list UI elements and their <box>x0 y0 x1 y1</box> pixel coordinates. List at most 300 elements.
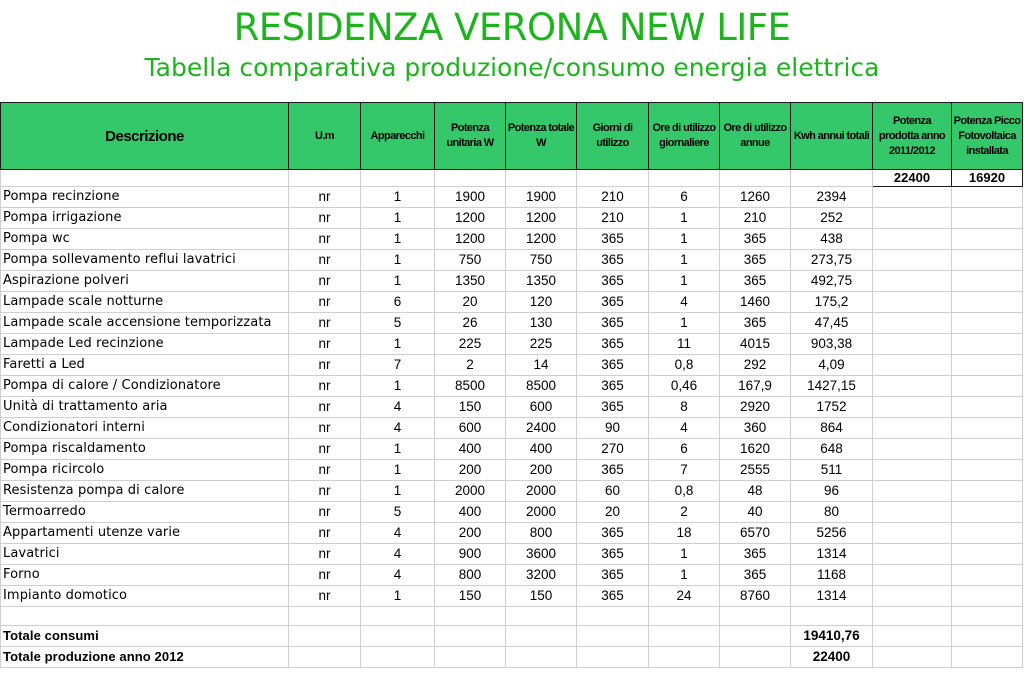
row-unit: nr <box>289 376 361 397</box>
empty-cell <box>952 292 1023 313</box>
empty-cell <box>873 418 952 439</box>
row-kwh: 252 <box>791 208 873 229</box>
row-ore-giornaliere: 4 <box>649 292 720 313</box>
table-row <box>1 334 1023 355</box>
header-row <box>1 103 1023 170</box>
row-description: Lavatrici <box>1 544 289 565</box>
potenza-prodotta-value: 22400 <box>873 170 952 187</box>
row-potenza-unitaria: 225 <box>435 334 506 355</box>
header-giorni: Giorni di utilizzo <box>577 103 649 170</box>
empty-cell <box>289 170 361 187</box>
row-giorni: 210 <box>577 187 649 208</box>
row-apparecchi: 4 <box>361 523 435 544</box>
row-apparecchi: 1 <box>361 439 435 460</box>
row-giorni: 365 <box>577 565 649 586</box>
empty-cell <box>952 439 1023 460</box>
production-values-row <box>1 170 1023 187</box>
empty-cell <box>873 292 952 313</box>
header-potenza-totale: Potenza totale W <box>506 103 577 170</box>
row-potenza-totale: 120 <box>506 292 577 313</box>
total-consumi-value: 19410,76 <box>791 626 873 647</box>
table-row <box>1 523 1023 544</box>
empty-cell <box>952 355 1023 376</box>
row-ore-annue: 2555 <box>720 460 791 481</box>
header-apparecchi: Apparecchi <box>361 103 435 170</box>
empty-cell <box>873 502 952 523</box>
row-ore-giornaliere: 24 <box>649 586 720 607</box>
table-row <box>1 313 1023 334</box>
row-description: Appartamenti utenze varie <box>1 523 289 544</box>
row-potenza-totale: 130 <box>506 313 577 334</box>
row-giorni: 210 <box>577 208 649 229</box>
row-potenza-unitaria: 600 <box>435 418 506 439</box>
empty-cell <box>952 607 1023 626</box>
empty-cell <box>873 523 952 544</box>
empty-cell <box>720 607 791 626</box>
empty-cell <box>435 647 506 668</box>
empty-cell <box>873 586 952 607</box>
empty-cell <box>1 607 289 626</box>
row-kwh: 492,75 <box>791 271 873 292</box>
row-potenza-totale: 800 <box>506 523 577 544</box>
row-kwh: 1314 <box>791 586 873 607</box>
empty-cell <box>952 565 1023 586</box>
row-unit: nr <box>289 271 361 292</box>
empty-cell <box>289 626 361 647</box>
row-description: Impianto domotico <box>1 586 289 607</box>
row-ore-giornaliere: 6 <box>649 187 720 208</box>
empty-cell <box>952 271 1023 292</box>
row-giorni: 365 <box>577 271 649 292</box>
table-row <box>1 208 1023 229</box>
row-kwh: 1752 <box>791 397 873 418</box>
row-potenza-totale: 150 <box>506 586 577 607</box>
row-potenza-totale: 2000 <box>506 502 577 523</box>
row-unit: nr <box>289 481 361 502</box>
row-ore-annue: 365 <box>720 250 791 271</box>
spacer-row <box>1 607 1023 626</box>
row-potenza-totale: 2400 <box>506 418 577 439</box>
empty-cell <box>873 355 952 376</box>
row-potenza-unitaria: 150 <box>435 397 506 418</box>
row-unit: nr <box>289 397 361 418</box>
row-apparecchi: 6 <box>361 292 435 313</box>
row-kwh: 80 <box>791 502 873 523</box>
empty-cell <box>873 481 952 502</box>
table-row <box>1 229 1023 250</box>
empty-cell <box>873 313 952 334</box>
empty-cell <box>873 607 952 626</box>
row-ore-giornaliere: 4 <box>649 418 720 439</box>
page-subtitle: Tabella comparativa produzione/consumo energia elettrica <box>144 53 880 82</box>
header-ore-annue: Ore di utilizzo annue <box>720 103 791 170</box>
empty-cell <box>720 647 791 668</box>
empty-cell <box>435 170 506 187</box>
row-ore-giornaliere: 1 <box>649 544 720 565</box>
row-ore-giornaliere: 18 <box>649 523 720 544</box>
row-unit: nr <box>289 250 361 271</box>
empty-cell <box>649 647 720 668</box>
header-descrizione: Descrizione <box>1 103 289 170</box>
row-potenza-unitaria: 1200 <box>435 208 506 229</box>
row-ore-giornaliere: 11 <box>649 334 720 355</box>
empty-cell <box>873 565 952 586</box>
row-ore-annue: 40 <box>720 502 791 523</box>
row-giorni: 365 <box>577 586 649 607</box>
empty-cell <box>873 439 952 460</box>
empty-cell <box>873 460 952 481</box>
empty-cell <box>435 607 506 626</box>
row-unit: nr <box>289 460 361 481</box>
empty-cell <box>873 229 952 250</box>
table-row <box>1 460 1023 481</box>
empty-cell <box>873 647 952 668</box>
row-apparecchi: 1 <box>361 334 435 355</box>
row-potenza-totale: 8500 <box>506 376 577 397</box>
table-row <box>1 481 1023 502</box>
empty-cell <box>952 626 1023 647</box>
row-giorni: 365 <box>577 460 649 481</box>
row-kwh: 273,75 <box>791 250 873 271</box>
row-apparecchi: 5 <box>361 313 435 334</box>
row-ore-annue: 1260 <box>720 187 791 208</box>
header-potenza-picco: Potenza Picco Fotovoltaica installata <box>952 103 1023 170</box>
empty-cell <box>361 170 435 187</box>
row-description: Forno <box>1 565 289 586</box>
empty-cell <box>873 544 952 565</box>
row-giorni: 365 <box>577 544 649 565</box>
row-potenza-totale: 750 <box>506 250 577 271</box>
row-potenza-totale: 600 <box>506 397 577 418</box>
table-row <box>1 502 1023 523</box>
row-kwh: 648 <box>791 439 873 460</box>
table-row <box>1 397 1023 418</box>
row-description: Condizionatori interni <box>1 418 289 439</box>
row-ore-giornaliere: 2 <box>649 502 720 523</box>
row-ore-giornaliere: 7 <box>649 460 720 481</box>
row-unit: nr <box>289 229 361 250</box>
table-row <box>1 565 1023 586</box>
table-row <box>1 439 1023 460</box>
row-description: Termoarredo <box>1 502 289 523</box>
row-ore-giornaliere: 1 <box>649 313 720 334</box>
table-row <box>1 544 1023 565</box>
row-giorni: 365 <box>577 376 649 397</box>
row-unit: nr <box>289 313 361 334</box>
row-kwh: 511 <box>791 460 873 481</box>
row-unit: nr <box>289 586 361 607</box>
table-row <box>1 187 1023 208</box>
table-row <box>1 586 1023 607</box>
row-kwh: 864 <box>791 418 873 439</box>
empty-cell <box>506 170 577 187</box>
row-description: Pompa di calore / Condizionatore <box>1 376 289 397</box>
row-potenza-totale: 2000 <box>506 481 577 502</box>
row-giorni: 60 <box>577 481 649 502</box>
row-unit: nr <box>289 565 361 586</box>
potenza-picco-value: 16920 <box>952 170 1023 187</box>
row-potenza-unitaria: 1200 <box>435 229 506 250</box>
row-unit: nr <box>289 439 361 460</box>
row-apparecchi: 1 <box>361 586 435 607</box>
row-potenza-unitaria: 26 <box>435 313 506 334</box>
row-ore-annue: 365 <box>720 544 791 565</box>
empty-cell <box>952 544 1023 565</box>
row-ore-annue: 365 <box>720 565 791 586</box>
row-description: Aspirazione polveri <box>1 271 289 292</box>
empty-cell <box>952 376 1023 397</box>
empty-cell <box>791 607 873 626</box>
row-giorni: 365 <box>577 250 649 271</box>
row-potenza-unitaria: 400 <box>435 439 506 460</box>
row-apparecchi: 7 <box>361 355 435 376</box>
row-description: Pompa irrigazione <box>1 208 289 229</box>
empty-cell <box>873 250 952 271</box>
row-unit: nr <box>289 544 361 565</box>
empty-cell <box>791 170 873 187</box>
row-ore-giornaliere: 1 <box>649 565 720 586</box>
empty-cell <box>952 334 1023 355</box>
empty-cell <box>361 647 435 668</box>
empty-cell <box>952 397 1023 418</box>
row-description: Lampade scale accensione temporizzata <box>1 313 289 334</box>
row-ore-annue: 365 <box>720 271 791 292</box>
row-unit: nr <box>289 418 361 439</box>
empty-cell <box>873 626 952 647</box>
row-kwh: 47,45 <box>791 313 873 334</box>
row-kwh: 96 <box>791 481 873 502</box>
row-potenza-totale: 1900 <box>506 187 577 208</box>
row-ore-annue: 167,9 <box>720 376 791 397</box>
row-ore-annue: 365 <box>720 229 791 250</box>
row-kwh: 2394 <box>791 187 873 208</box>
row-giorni: 365 <box>577 292 649 313</box>
row-apparecchi: 1 <box>361 481 435 502</box>
row-giorni: 365 <box>577 523 649 544</box>
row-apparecchi: 4 <box>361 565 435 586</box>
total-produzione-row <box>1 647 1023 668</box>
empty-cell <box>1 170 289 187</box>
row-kwh: 1314 <box>791 544 873 565</box>
empty-cell <box>952 647 1023 668</box>
row-kwh: 903,38 <box>791 334 873 355</box>
row-potenza-totale: 400 <box>506 439 577 460</box>
row-description: Pompa riscaldamento <box>1 439 289 460</box>
row-potenza-unitaria: 400 <box>435 502 506 523</box>
row-kwh: 4,09 <box>791 355 873 376</box>
empty-cell <box>720 626 791 647</box>
row-ore-giornaliere: 0,8 <box>649 481 720 502</box>
row-apparecchi: 4 <box>361 418 435 439</box>
row-description: Lampade scale notturne <box>1 292 289 313</box>
row-potenza-totale: 200 <box>506 460 577 481</box>
row-apparecchi: 1 <box>361 229 435 250</box>
empty-cell <box>873 334 952 355</box>
row-description: Pompa wc <box>1 229 289 250</box>
row-potenza-totale: 3200 <box>506 565 577 586</box>
row-unit: nr <box>289 334 361 355</box>
row-kwh: 1168 <box>791 565 873 586</box>
empty-cell <box>952 229 1023 250</box>
empty-cell <box>873 187 952 208</box>
header-ore-giornaliere: Ore di utilizzo giornaliere <box>649 103 720 170</box>
row-potenza-unitaria: 200 <box>435 523 506 544</box>
table-row <box>1 292 1023 313</box>
row-ore-annue: 292 <box>720 355 791 376</box>
header-potenza-unitaria: Potenza unitaria W <box>435 103 506 170</box>
row-description: Pompa sollevamento reflui lavatrici <box>1 250 289 271</box>
row-unit: nr <box>289 523 361 544</box>
row-ore-giornaliere: 0,46 <box>649 376 720 397</box>
row-potenza-unitaria: 2 <box>435 355 506 376</box>
row-kwh: 175,2 <box>791 292 873 313</box>
row-giorni: 365 <box>577 355 649 376</box>
row-potenza-unitaria: 800 <box>435 565 506 586</box>
empty-cell <box>952 460 1023 481</box>
row-ore-giornaliere: 1 <box>649 250 720 271</box>
empty-cell <box>577 626 649 647</box>
empty-cell <box>649 626 720 647</box>
empty-cell <box>873 271 952 292</box>
empty-cell <box>952 418 1023 439</box>
empty-cell <box>873 208 952 229</box>
table-row <box>1 271 1023 292</box>
table-row <box>1 250 1023 271</box>
row-apparecchi: 4 <box>361 397 435 418</box>
row-unit: nr <box>289 292 361 313</box>
empty-cell <box>873 397 952 418</box>
empty-cell <box>720 170 791 187</box>
row-apparecchi: 1 <box>361 187 435 208</box>
table-row <box>1 355 1023 376</box>
empty-cell <box>361 626 435 647</box>
row-description: Resistenza pompa di calore <box>1 481 289 502</box>
empty-cell <box>952 586 1023 607</box>
row-potenza-totale: 1200 <box>506 229 577 250</box>
row-potenza-totale: 225 <box>506 334 577 355</box>
row-unit: nr <box>289 208 361 229</box>
empty-cell <box>952 313 1023 334</box>
row-apparecchi: 4 <box>361 544 435 565</box>
row-kwh: 5256 <box>791 523 873 544</box>
row-giorni: 90 <box>577 418 649 439</box>
row-unit: nr <box>289 355 361 376</box>
energy-table <box>0 102 1023 668</box>
header-um: U.m <box>289 103 361 170</box>
row-ore-giornaliere: 1 <box>649 229 720 250</box>
row-potenza-totale: 3600 <box>506 544 577 565</box>
row-apparecchi: 1 <box>361 208 435 229</box>
empty-cell <box>649 170 720 187</box>
total-consumi-row <box>1 626 1023 647</box>
row-ore-giornaliere: 1 <box>649 208 720 229</box>
header-potenza-prodotta: Potenza prodotta anno 2011/2012 <box>873 103 952 170</box>
row-apparecchi: 1 <box>361 460 435 481</box>
row-apparecchi: 1 <box>361 376 435 397</box>
empty-cell <box>649 607 720 626</box>
row-kwh: 1427,15 <box>791 376 873 397</box>
row-ore-giornaliere: 8 <box>649 397 720 418</box>
row-potenza-unitaria: 2000 <box>435 481 506 502</box>
row-ore-annue: 2920 <box>720 397 791 418</box>
empty-cell <box>577 170 649 187</box>
empty-cell <box>952 523 1023 544</box>
empty-cell <box>361 607 435 626</box>
empty-cell <box>952 187 1023 208</box>
row-description: Pompa recinzione <box>1 187 289 208</box>
empty-cell <box>577 607 649 626</box>
row-potenza-totale: 14 <box>506 355 577 376</box>
empty-cell <box>873 376 952 397</box>
row-potenza-unitaria: 200 <box>435 460 506 481</box>
row-giorni: 270 <box>577 439 649 460</box>
row-ore-annue: 6570 <box>720 523 791 544</box>
empty-cell <box>952 502 1023 523</box>
row-ore-annue: 1460 <box>720 292 791 313</box>
empty-cell <box>506 607 577 626</box>
empty-cell <box>577 647 649 668</box>
row-ore-giornaliere: 0,8 <box>649 355 720 376</box>
row-ore-annue: 1620 <box>720 439 791 460</box>
row-potenza-totale: 1350 <box>506 271 577 292</box>
row-ore-annue: 4015 <box>720 334 791 355</box>
table-row <box>1 376 1023 397</box>
row-potenza-unitaria: 150 <box>435 586 506 607</box>
row-ore-annue: 48 <box>720 481 791 502</box>
table-row <box>1 418 1023 439</box>
row-potenza-totale: 1200 <box>506 208 577 229</box>
row-unit: nr <box>289 187 361 208</box>
row-potenza-unitaria: 1900 <box>435 187 506 208</box>
row-ore-annue: 8760 <box>720 586 791 607</box>
row-ore-giornaliere: 1 <box>649 271 720 292</box>
row-ore-annue: 210 <box>720 208 791 229</box>
empty-cell <box>506 626 577 647</box>
row-giorni: 365 <box>577 313 649 334</box>
row-potenza-unitaria: 750 <box>435 250 506 271</box>
empty-cell <box>435 626 506 647</box>
row-unit: nr <box>289 502 361 523</box>
empty-cell <box>952 250 1023 271</box>
empty-cell <box>952 208 1023 229</box>
total-consumi-label: Totale consumi <box>1 626 289 647</box>
empty-cell <box>506 647 577 668</box>
row-kwh: 438 <box>791 229 873 250</box>
row-potenza-unitaria: 20 <box>435 292 506 313</box>
row-description: Lampade Led recinzione <box>1 334 289 355</box>
row-giorni: 365 <box>577 334 649 355</box>
row-ore-annue: 360 <box>720 418 791 439</box>
row-description: Unità di trattamento aria <box>1 397 289 418</box>
row-ore-annue: 365 <box>720 313 791 334</box>
row-apparecchi: 5 <box>361 502 435 523</box>
row-description: Pompa ricircolo <box>1 460 289 481</box>
row-description: Faretti a Led <box>1 355 289 376</box>
empty-cell <box>289 607 361 626</box>
row-ore-giornaliere: 6 <box>649 439 720 460</box>
total-produzione-value: 22400 <box>791 647 873 668</box>
row-giorni: 365 <box>577 397 649 418</box>
page-title: RESIDENZA VERONA NEW LIFE <box>233 6 791 49</box>
row-potenza-unitaria: 8500 <box>435 376 506 397</box>
row-potenza-unitaria: 900 <box>435 544 506 565</box>
row-giorni: 20 <box>577 502 649 523</box>
total-produzione-label: Totale produzione anno 2012 <box>1 647 289 668</box>
empty-cell <box>289 647 361 668</box>
row-apparecchi: 1 <box>361 250 435 271</box>
row-giorni: 365 <box>577 229 649 250</box>
header-kwh: Kwh annui totali <box>791 103 873 170</box>
